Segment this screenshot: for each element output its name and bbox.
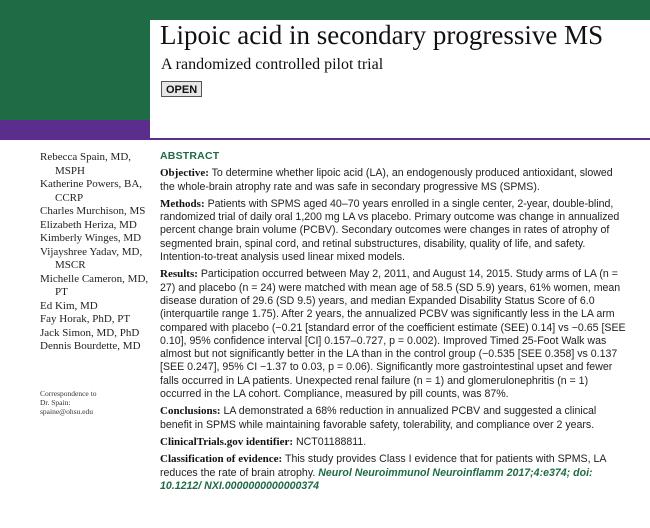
- author-name: Charles Murchison, MS: [40, 205, 146, 217]
- author-item: [40, 327, 152, 341]
- author-item: [40, 151, 152, 178]
- author-name: Katherine Powers, BA,: [40, 178, 143, 190]
- author-degree: PT: [55, 286, 68, 298]
- correspondence: [40, 389, 140, 416]
- methods-text: Patients with SPMS aged 40–70 years enrolled in a single center, 2-year, double-blind, randomized trial of daily oral 1,200 mg LA vs placebo. Primary outcome was change in annualized percent change brain volume (PCBV). Secondary outcomes were changes in rates of atrophy of segmented brain, spinal cord, and retinal substructures, disability, quality of life, and safety. Intention-to-treat analysis used linear mixed models.: [160, 197, 620, 264]
- correspondence-email[interactable]: spaine@ohsu.edu: [40, 407, 93, 416]
- author-name: Dennis Bourdette, MD: [40, 340, 141, 352]
- methods-label: Methods:: [160, 197, 205, 210]
- conclusions-text: LA demonstrated a 68% reduction in annualized PCBV and suggested a clinical benefit in SPMS while maintaining favorable safety, tolerability, and compliance over 2 years.: [160, 405, 597, 431]
- results-text: Participation occurred between May 2, 2011, and August 14, 2015. Study arms of LA (n = 27) and placebo (n = 24) were matched with mean age of 58.5 (SD 5.9) years, 61% women, mean disease duration of 29.6 (SD 9.5) years, and median Expanded Disability Status Score of 6.0 (interquartile range 1.75). After 2 years, the annualized PCBV was significantly less in the LA arm compared with placebo (−0.21 [standard error of the coefficient estimate (SEE) 0.14] vs −0.65 [SEE 0.10], 95% confidence interval [CI] 0.157–0.727, p = 0.002). Improved Timed 25-Foot Walk was almost but not significantly better in the LA than in the control group (−0.535 [SEE 0.358] vs 0.137 [SEE 0.247], 95% CI −1.37 to 0.03, p = 0.06). Significantly more gastrointestinal upset and fewer falls occurred in LA patients. Unexpected renal failure (n = 1) and glomerulonephritis (n = 1) occurred in the LA cohort. Compliance, measured by pill counts, was 87%.: [160, 268, 626, 401]
- author-name: Fay Horak, PhD, PT: [40, 313, 131, 325]
- trials-paragraph: [160, 436, 630, 449]
- author-degree: MSCR: [55, 259, 86, 271]
- objective-text: To determine whether lipoic acid (LA), an endogenously produced antioxidant, slowed the whole-brain atrophy rate and was safe in secondary progressive MS (SPMS).: [160, 167, 613, 193]
- trials-id[interactable]: NCT01188811.: [295, 435, 367, 448]
- abstract-section: [160, 150, 630, 497]
- objective-paragraph: [160, 167, 630, 194]
- author-degree: MSPH: [55, 164, 85, 177]
- citation-link[interactable]: Neurol Neuroimmunol Neuroinflamm 2017;4:e374; doi: 10.1212/ NXI.0000000000000374: [160, 466, 593, 492]
- author-name: Vijayshree Yadav, MD,: [40, 245, 143, 258]
- methods-paragraph: [160, 198, 630, 264]
- author-name: Kimberly Winges, MD: [40, 232, 142, 244]
- article-subtitle: A randomized controlled pilot trial: [161, 56, 384, 73]
- author-name: Ed Kim, MD: [40, 299, 98, 312]
- author-item: [40, 219, 152, 233]
- author-list: [40, 151, 152, 354]
- author-item: [40, 313, 152, 327]
- correspondence-label: Correspondence to: [40, 389, 97, 398]
- classification-label: Classification of evidence:: [160, 453, 283, 466]
- author-name: Elizabeth Heriza, MD: [40, 218, 137, 231]
- abstract-heading: ABSTRACT: [160, 150, 220, 162]
- author-name: Jack Simon, MD, PhD: [40, 326, 140, 339]
- author-item: [40, 246, 152, 273]
- conclusions-paragraph: [160, 405, 630, 432]
- classification-text: This study provides Class I evidence that for patients with SPMS, LA reduces the rate of brain atrophy.: [160, 453, 606, 479]
- trials-label: ClinicalTrials.gov identifier:: [160, 435, 294, 448]
- conclusions-label: Conclusions:: [160, 405, 221, 418]
- author-degree: CCRP: [55, 191, 84, 204]
- objective-label: Objective:: [160, 167, 209, 180]
- correspondence-name: Dr. Spain:: [40, 398, 71, 407]
- author-item: [40, 340, 152, 354]
- classification-paragraph: [160, 453, 630, 493]
- title-box: [150, 20, 650, 138]
- results-paragraph: [160, 268, 630, 401]
- author-item: [40, 205, 152, 219]
- author-item: [40, 232, 152, 246]
- author-name: Rebecca Spain, MD,: [40, 151, 132, 163]
- author-item: [40, 300, 152, 314]
- author-item: [40, 178, 152, 205]
- author-name: Michelle Cameron, MD,: [40, 272, 149, 285]
- results-label: Results:: [160, 268, 198, 281]
- article-title: Lipoic acid in secondary progressive MS: [160, 20, 604, 50]
- author-item: [40, 273, 152, 300]
- open-access-button[interactable]: OPEN: [161, 81, 202, 97]
